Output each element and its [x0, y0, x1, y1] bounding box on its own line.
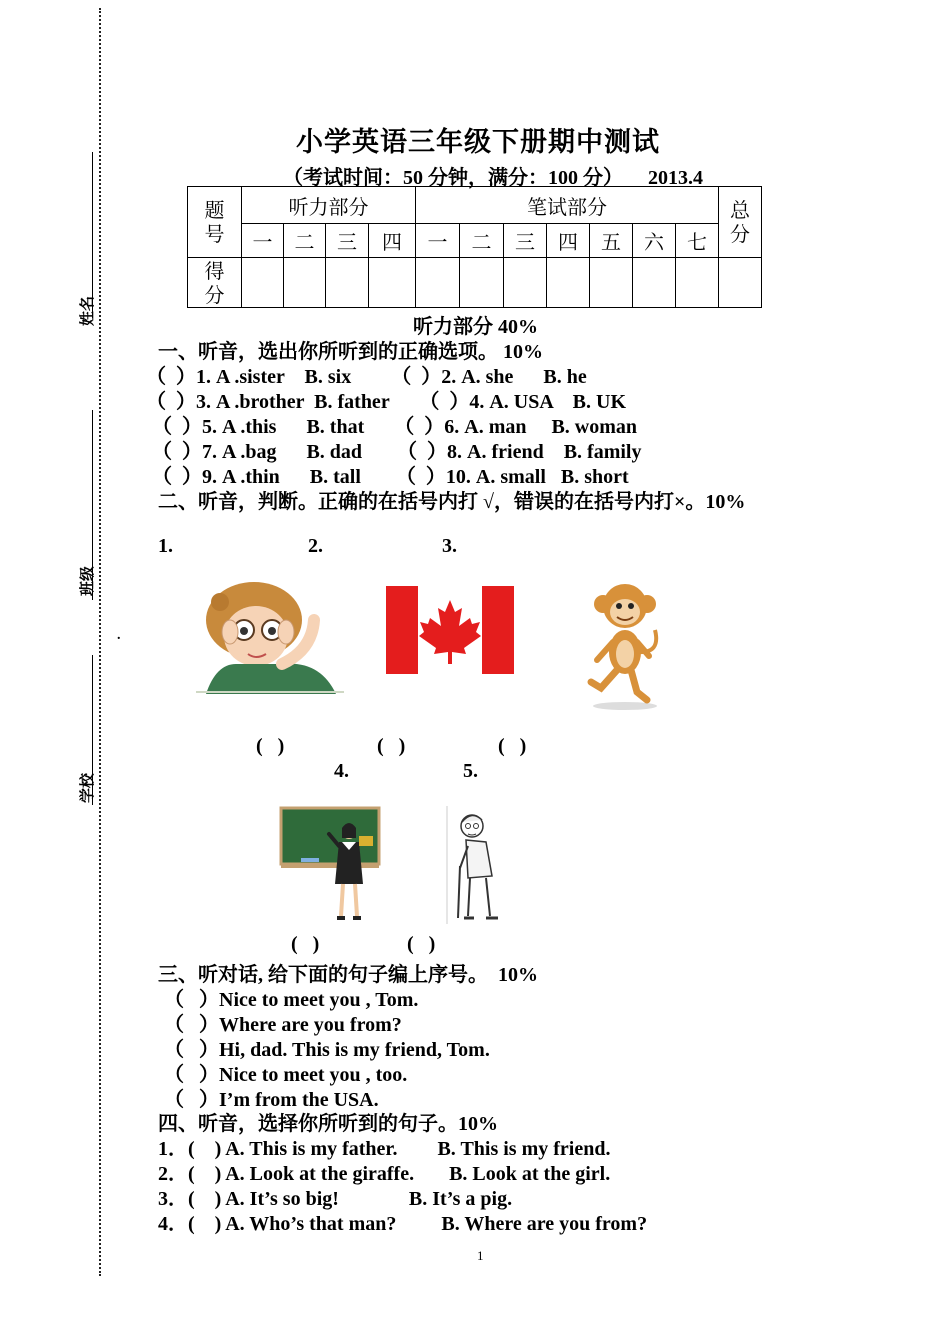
- name-blank-line: [92, 152, 93, 318]
- class-label: 班级: [80, 565, 96, 596]
- section1-title: 一、听音，选出你所听到的正确选项。 10%: [158, 341, 543, 363]
- answer-bracket-2[interactable]: ( ): [377, 735, 406, 757]
- score-table: [187, 186, 762, 308]
- section3-line-4: （ ）Nice to meet you , too.: [164, 1064, 408, 1086]
- score-cell[interactable]: [326, 258, 369, 308]
- section3-line-3: （ ）Hi, dad. This is my friend, Tom.: [164, 1039, 490, 1061]
- section1-line-4: （ ）7. A .bag B. dad （ ）8. A. friend B. family: [152, 441, 642, 463]
- score-cell[interactable]: [242, 258, 284, 308]
- section4-line-1: 1．( ) A. This is my father. B. This is my friend.: [158, 1138, 611, 1160]
- score-cell[interactable]: [416, 258, 460, 308]
- teacher-blackboard-picture: [279, 804, 383, 926]
- score-cell[interactable]: [460, 258, 504, 308]
- answer-bracket-4[interactable]: ( ): [291, 933, 320, 955]
- page-number: 1: [477, 1248, 484, 1263]
- score-cell[interactable]: [504, 258, 547, 308]
- writing-col-6: 六: [633, 224, 676, 258]
- school-label: 学校: [80, 772, 96, 803]
- question-number-header: 题号: [188, 187, 242, 258]
- section3-line-1: （ ）Nice to meet you , Tom.: [164, 989, 419, 1011]
- listening-part-header: 听力部分: [242, 187, 416, 224]
- score-cell[interactable]: [633, 258, 676, 308]
- picture-number-3: 3.: [442, 535, 457, 557]
- score-cell[interactable]: [369, 258, 416, 308]
- listening-col-4: 四: [369, 224, 416, 258]
- old-man-cane-picture: [446, 806, 512, 924]
- section4-line-2: 2．( ) A. Look at the giraffe. B. Look at the girl.: [158, 1163, 611, 1185]
- picture-number-5: 5.: [463, 760, 478, 782]
- writing-col-1: 一: [416, 224, 460, 258]
- score-cell[interactable]: [590, 258, 633, 308]
- score-cell[interactable]: [284, 258, 326, 308]
- score-cell[interactable]: [719, 258, 762, 308]
- exam-info: （考试时间：50 分钟，满分：100 分） 2013.4: [283, 167, 703, 189]
- section1-line-5: （ ）9. A .thin B. tall （ ）10. A. small B. short: [152, 466, 629, 488]
- section4-title: 四、听音，选择你所听到的句子。10%: [158, 1113, 498, 1135]
- listening-col-3: 三: [326, 224, 369, 258]
- score-cell[interactable]: [547, 258, 590, 308]
- binding-dotted-line: [99, 8, 101, 1276]
- answer-bracket-1[interactable]: ( ): [256, 735, 285, 757]
- section1-line-3: （ ）5. A .this B. that （ ）6. A. man B. woman: [152, 416, 638, 438]
- total-header: 总分: [719, 187, 762, 258]
- score-cell[interactable]: [676, 258, 719, 308]
- writing-col-3: 三: [504, 224, 547, 258]
- section3-line-2: （ ）Where are you from?: [164, 1014, 402, 1036]
- writing-col-2: 二: [460, 224, 504, 258]
- section1-line-1: （ ）1. A .sister B. six （ ）2. A. she B. he: [146, 366, 587, 388]
- section4-line-3: 3．( ) A. It’s so big! B. It’s a pig.: [158, 1188, 513, 1210]
- section1-line-2: （ ）3. A .brother B. father （ ）4. A. USA B. UK: [146, 391, 627, 413]
- writing-col-7: 七: [676, 224, 719, 258]
- section3-line-5: （ ）I’m from the USA.: [164, 1089, 379, 1111]
- monkey-picture: [585, 582, 665, 712]
- answer-bracket-3[interactable]: ( ): [498, 735, 527, 757]
- picture-number-2: 2.: [308, 535, 323, 557]
- score-row-header: 得分: [188, 258, 242, 308]
- section2-title: 二、听音，判断。正确的在括号内打 √，错误的在括号内打×。10%: [158, 491, 746, 513]
- listening-heading: 听力部分 40%: [413, 316, 538, 338]
- girl-eyes-picture: [196, 580, 344, 694]
- stray-dot: .: [117, 628, 121, 643]
- listening-col-2: 二: [284, 224, 326, 258]
- section3-title: 三、听对话, 给下面的句子编上序号。 10%: [158, 964, 538, 986]
- writing-part-header: 笔试部分: [416, 187, 719, 224]
- listening-col-1: 一: [242, 224, 284, 258]
- name-label: 姓名: [80, 295, 96, 326]
- canada-flag-picture: [386, 586, 514, 674]
- page-title: 小学英语三年级下册期中测试: [296, 127, 660, 158]
- section4-line-4: 4．( ) A. Who’s that man? B. Where are you from?: [158, 1213, 648, 1235]
- picture-number-4: 4.: [334, 760, 349, 782]
- picture-number-1: 1.: [158, 535, 173, 557]
- writing-col-5: 五: [590, 224, 633, 258]
- writing-col-4: 四: [547, 224, 590, 258]
- answer-bracket-5[interactable]: ( ): [407, 933, 436, 955]
